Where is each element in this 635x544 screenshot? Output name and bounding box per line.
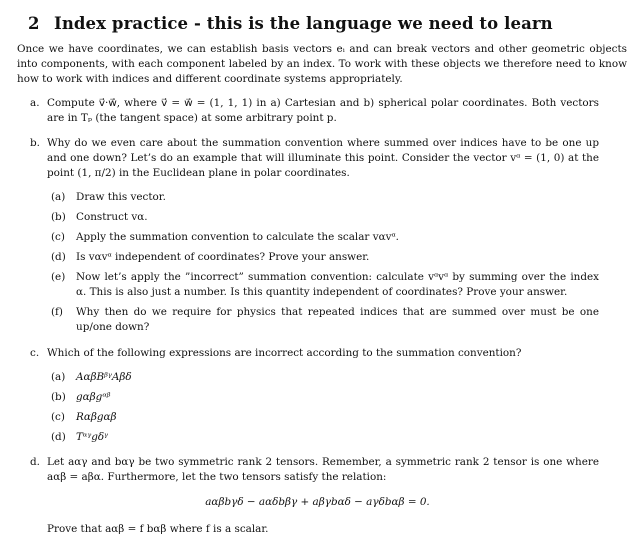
- problem-b-text: Why do we even care about the summation convention where summed over indices have to be one up and one down? Let’s do an example that will illuminate this point. Consider the vector vᵅ = (1, 0) at the point (1, π/2) in the Euclidean plane in polar coordinates.: [47, 137, 599, 180]
- part-text: Draw this vector.: [76, 191, 166, 203]
- part-label: (b): [51, 211, 66, 223]
- problem-a-label: a.: [30, 97, 40, 109]
- problem-d-text: Let aαγ and bαγ be two symmetric rank 2 tensors. Remember, a symmetric rank 2 tensor is one where aαβ = aβα. Furthermore, let the two tensors satisfy the relation:: [47, 456, 599, 484]
- part-label: (a): [51, 371, 66, 383]
- section-number: 2: [28, 14, 40, 33]
- problem-b-part-c: [51, 230, 599, 245]
- problem-a: [30, 96, 599, 126]
- problem-b-part-a: [51, 190, 599, 205]
- part-text: Is vαvᵅ independent of coordinates? Prove your answer.: [76, 251, 370, 263]
- section-title-text: Index practice - this is the language we need to learn: [54, 14, 553, 33]
- problem-a-text: Compute v⃗·w⃗, where v⃗ = w⃗ = (1, 1, 1) in a) Cartesian and b) spherical polar coordinates. Both vectors are in Tₚ (the tangent space) at some arbitrary point p.: [47, 97, 599, 125]
- part-label: (e): [51, 271, 66, 283]
- part-label: (c): [51, 231, 65, 243]
- problem-c-part-b: [51, 390, 599, 405]
- section-heading: [28, 14, 553, 33]
- problem-b-part-e: [51, 270, 599, 300]
- part-label: (b): [51, 391, 66, 403]
- problem-d-conclusion: Prove that aαβ = f bαβ where f is a scalar.: [47, 523, 269, 535]
- problem-c-part-d: [51, 430, 599, 445]
- expression: Rαβgαβ: [76, 411, 117, 423]
- part-text: Now let’s apply the ”incorrect” summation convention: calculate vᵅvᵅ by summing over the index α. This is also just a number. Is this quantity independent of coordinates? Prove your answer.: [76, 271, 599, 299]
- problem-d: [30, 455, 599, 485]
- part-text: Why then do we require for physics that repeated indices that are summed over must be one up/one down?: [76, 306, 599, 334]
- problem-c: [30, 346, 599, 361]
- tensor-relation-equation: aαβbγδ − aαδbβγ + aβγbαδ − aγδbαβ = 0.: [205, 496, 430, 508]
- problem-b-part-b: [51, 210, 599, 225]
- problem-b-label: b.: [30, 137, 40, 149]
- expression: AαβBᵝᵞAβδ: [76, 371, 132, 383]
- problem-c-label: c.: [30, 347, 40, 359]
- problem-b-part-f: [51, 305, 599, 335]
- part-label: (c): [51, 411, 65, 423]
- part-label: (f): [51, 306, 63, 318]
- intro-paragraph: Once we have coordinates, we can establish basis vectors eᵢ and can break vectors and other geometric objects into components, with each component labeled by an index. To work with these objects we therefore need to know how to work with indices and different coordinate systems appropriately.: [17, 43, 627, 86]
- problem-c-text: Which of the following expressions are incorrect according to the summation convention?: [47, 347, 522, 359]
- expression: Tᵅᵞgδᵞ: [76, 431, 109, 443]
- part-label: (d): [51, 431, 66, 443]
- part-text: Apply the summation convention to calculate the scalar vαvᵅ.: [76, 231, 399, 243]
- part-label: (d): [51, 251, 66, 263]
- problem-c-part-a: [51, 370, 599, 385]
- part-label: (a): [51, 191, 66, 203]
- problem-c-part-c: [51, 410, 599, 425]
- part-text: Construct vα.: [76, 211, 148, 223]
- problem-d-label: d.: [30, 456, 40, 468]
- problem-b-part-d: [51, 250, 599, 265]
- problem-b: [30, 136, 599, 182]
- expression: gαβgᵅᵝ: [76, 391, 111, 403]
